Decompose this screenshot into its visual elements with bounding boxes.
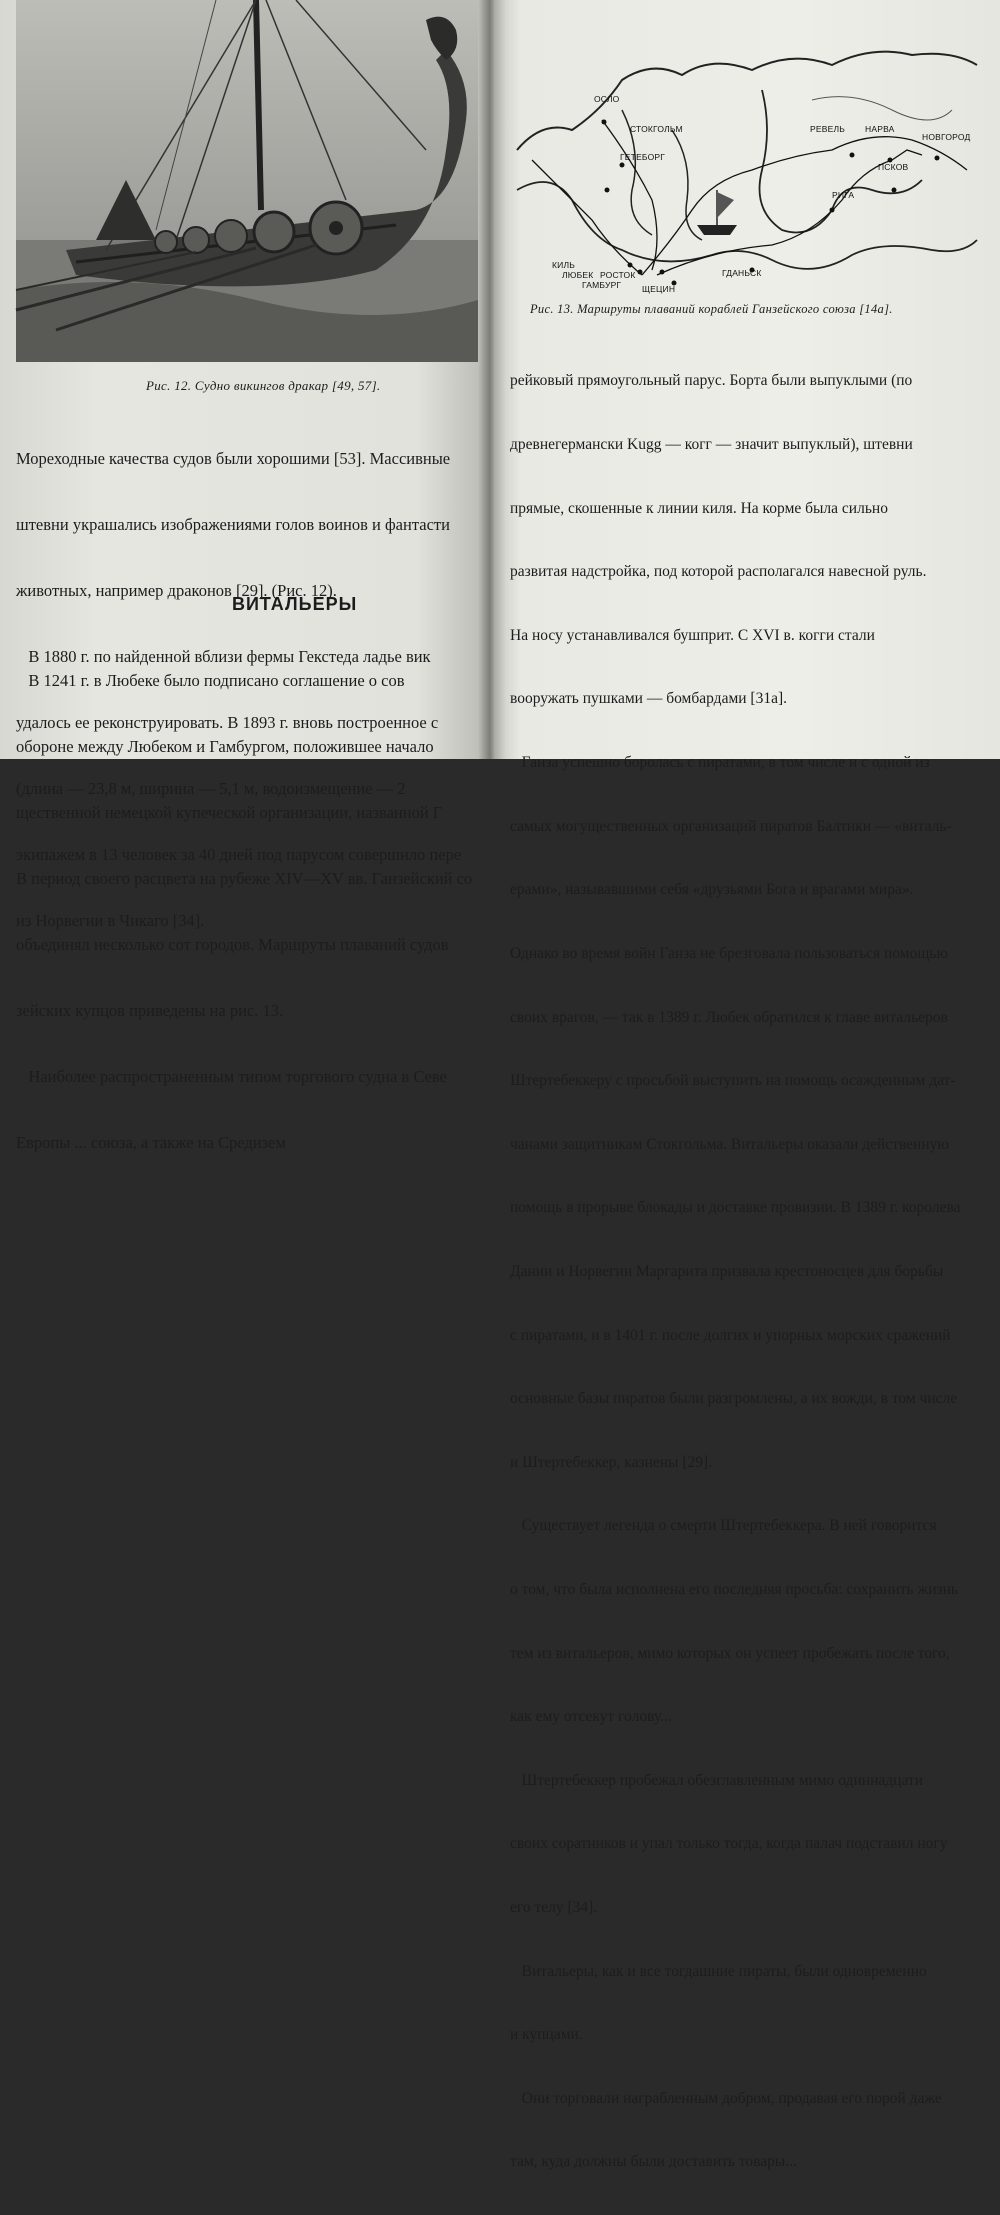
text-line: и купцами. [510,2026,583,2044]
text-line: там, куда должны были доставить товары... [510,2153,797,2171]
hanseatic-routes-map [512,40,982,295]
text-line: щественной немецкой купеческой организации, названной Г [16,803,443,822]
map-label: ЛЮБЕК [562,270,594,280]
map-label: КИЛЬ [552,260,576,270]
text-line: и Штертебеккер, казнены [29]. [510,1453,713,1471]
text-line: развитая надстройка, под которой располагался навесной руль. [510,563,927,581]
text-line: основные базы пиратов были разгромлены, а их вожди, в том числе [510,1390,958,1408]
text-line: зейских купцов приведены на рис. 13. [16,1001,284,1020]
text-line: обороне между Любеком и Гамбургом, положившее начало [16,737,434,756]
map-label: РЕВЕЛЬ [810,124,846,134]
text-line: удалось ее реконструировать. В 1893 г. вновь построенное с [16,713,439,732]
text-line: ерами», называвшими себя «друзьями Бога и врагами мира». [510,881,914,899]
text-line: Витальеры, как и все тогдашние пираты, были одновременно [510,1962,927,1980]
text-line: В период своего расцвета на рубеже XIV—XV вв. Ганзейский со [16,869,473,888]
text-line: Европы ... союза, а также на Средизем [16,1133,286,1152]
right-page [490,0,1000,2171]
map-label: ГДАНЬСК [722,268,762,278]
left-page [0,0,490,1152]
text-line: вооружать пушками — бомбардами [31а]. [510,690,788,708]
text-line: как ему отсекут голову... [510,1708,672,1726]
text-line: древнегермански Kugg — когг — значит выпуклый), штевни [510,436,913,454]
text-line: помощь в прорыве блокады и доставке провизии. В 1389 г. королева [510,1199,961,1217]
text-line: Наиболее распространенным типом торгового судна в Севе [16,1067,447,1086]
text-line: самых могущественных организаций пиратов Балтики — «виталь- [510,817,952,835]
section-heading: ВИТАЛЬЕРЫ [232,594,358,614]
text-line: Штертебеккер пробежал обезглавленным мимо одиннадцати [510,1771,923,1789]
text-line: о том, что была исполнена его последняя просьба: сохранить жизнь [510,1580,958,1598]
book-gutter [478,0,506,759]
map-label: НАРВА [865,124,895,134]
text-line: Дании и Норвегии Маргарита призвала крестоносцев для борьбы [510,1262,944,1280]
text-line: (длина — 23,8 м, ширина — 5,1 м, водоизмещение — 2 [16,779,406,798]
text-line: Штертебеккеру с просьбой выступить на помощь осажденным дат- [510,1072,956,1090]
text-line: чанами защитникам Стокгольма. Витальеры оказали действенную [510,1135,949,1153]
map-label: СТОКГОЛЬМ [630,124,683,134]
map-label: НОВГОРОД [922,132,971,142]
figure-13-caption: Рис. 13. Маршруты плаваний кораблей Ганзейского союза [14а]. [530,302,893,316]
text-line: из Норвегии в Чикаго [34]. [16,911,205,930]
text-line: его телу [34]. [510,1899,598,1917]
text-line: Они торговали награбленным добром, продавая его порой даже [510,2089,942,2107]
text-line: рейковый прямоугольный парус. Борта были выпуклыми (по [510,372,913,390]
text-line: На носу устанавливался бушприт. С XVI в. когги стали [510,626,875,644]
text-line: Мореходные качества судов были хорошими [53]. Массивные [16,449,451,468]
text-line: своих соратников и упал только тогда, когда палач подставил ногу [510,1835,948,1853]
text-line: Однако во время войн Ганза не брезговала пользоваться помощью [510,944,948,962]
text-line: своих врагов, — так в 1389 г. Любек обратился к главе витальеров [510,1008,948,1026]
map-label: ПСКОВ [878,162,909,172]
map-label: ОСЛО [594,94,620,104]
map-label: РОСТОК [600,270,636,280]
figure-12-caption: Рис. 12. Судно викингов дракар [49, 57]. [146,378,381,393]
text-line: В 1880 г. по найденной вблизи фермы Гекстеда ладье вик [16,647,431,666]
left-text-block-2 [16,626,486,1198]
text-line: с пиратами, и в 1401 г. после долгих и упорных морских сражений [510,1326,951,1344]
map-label: ГЕТЕБОРГ [620,152,666,162]
drakkar-illustration [16,0,478,362]
text-line: штевни украшались изображениями голов воинов и фантасти [16,515,450,534]
map-label: РИГА [832,190,855,200]
text-line: В 1241 г. в Любеке было подписано соглашение о сов [16,671,405,690]
text-line: экипажем в 13 человек за 40 дней под парусом совершило пере [16,845,462,864]
map-label: ГАМБУРГ [582,280,622,290]
text-line: прямые, скошенные к линии киля. На корме была сильно [510,499,888,517]
map-label: ЩЕЦИН [642,284,676,294]
text-line: животных, например драконов [29]. (Рис. 12). [16,581,337,600]
right-text-block [510,328,1000,2215]
text-line: тем из витальеров, мимо которых он успеет пробежать после того, [510,1644,950,1662]
text-line: объединял несколько сот городов. Маршруты плаваний судов [16,935,449,954]
text-line: Существует легенда о смерти Штертебеккера. В ней говорится [510,1517,937,1535]
text-line: Ганза успешно боролась с пиратами, в том числе и с одной из [510,754,930,772]
